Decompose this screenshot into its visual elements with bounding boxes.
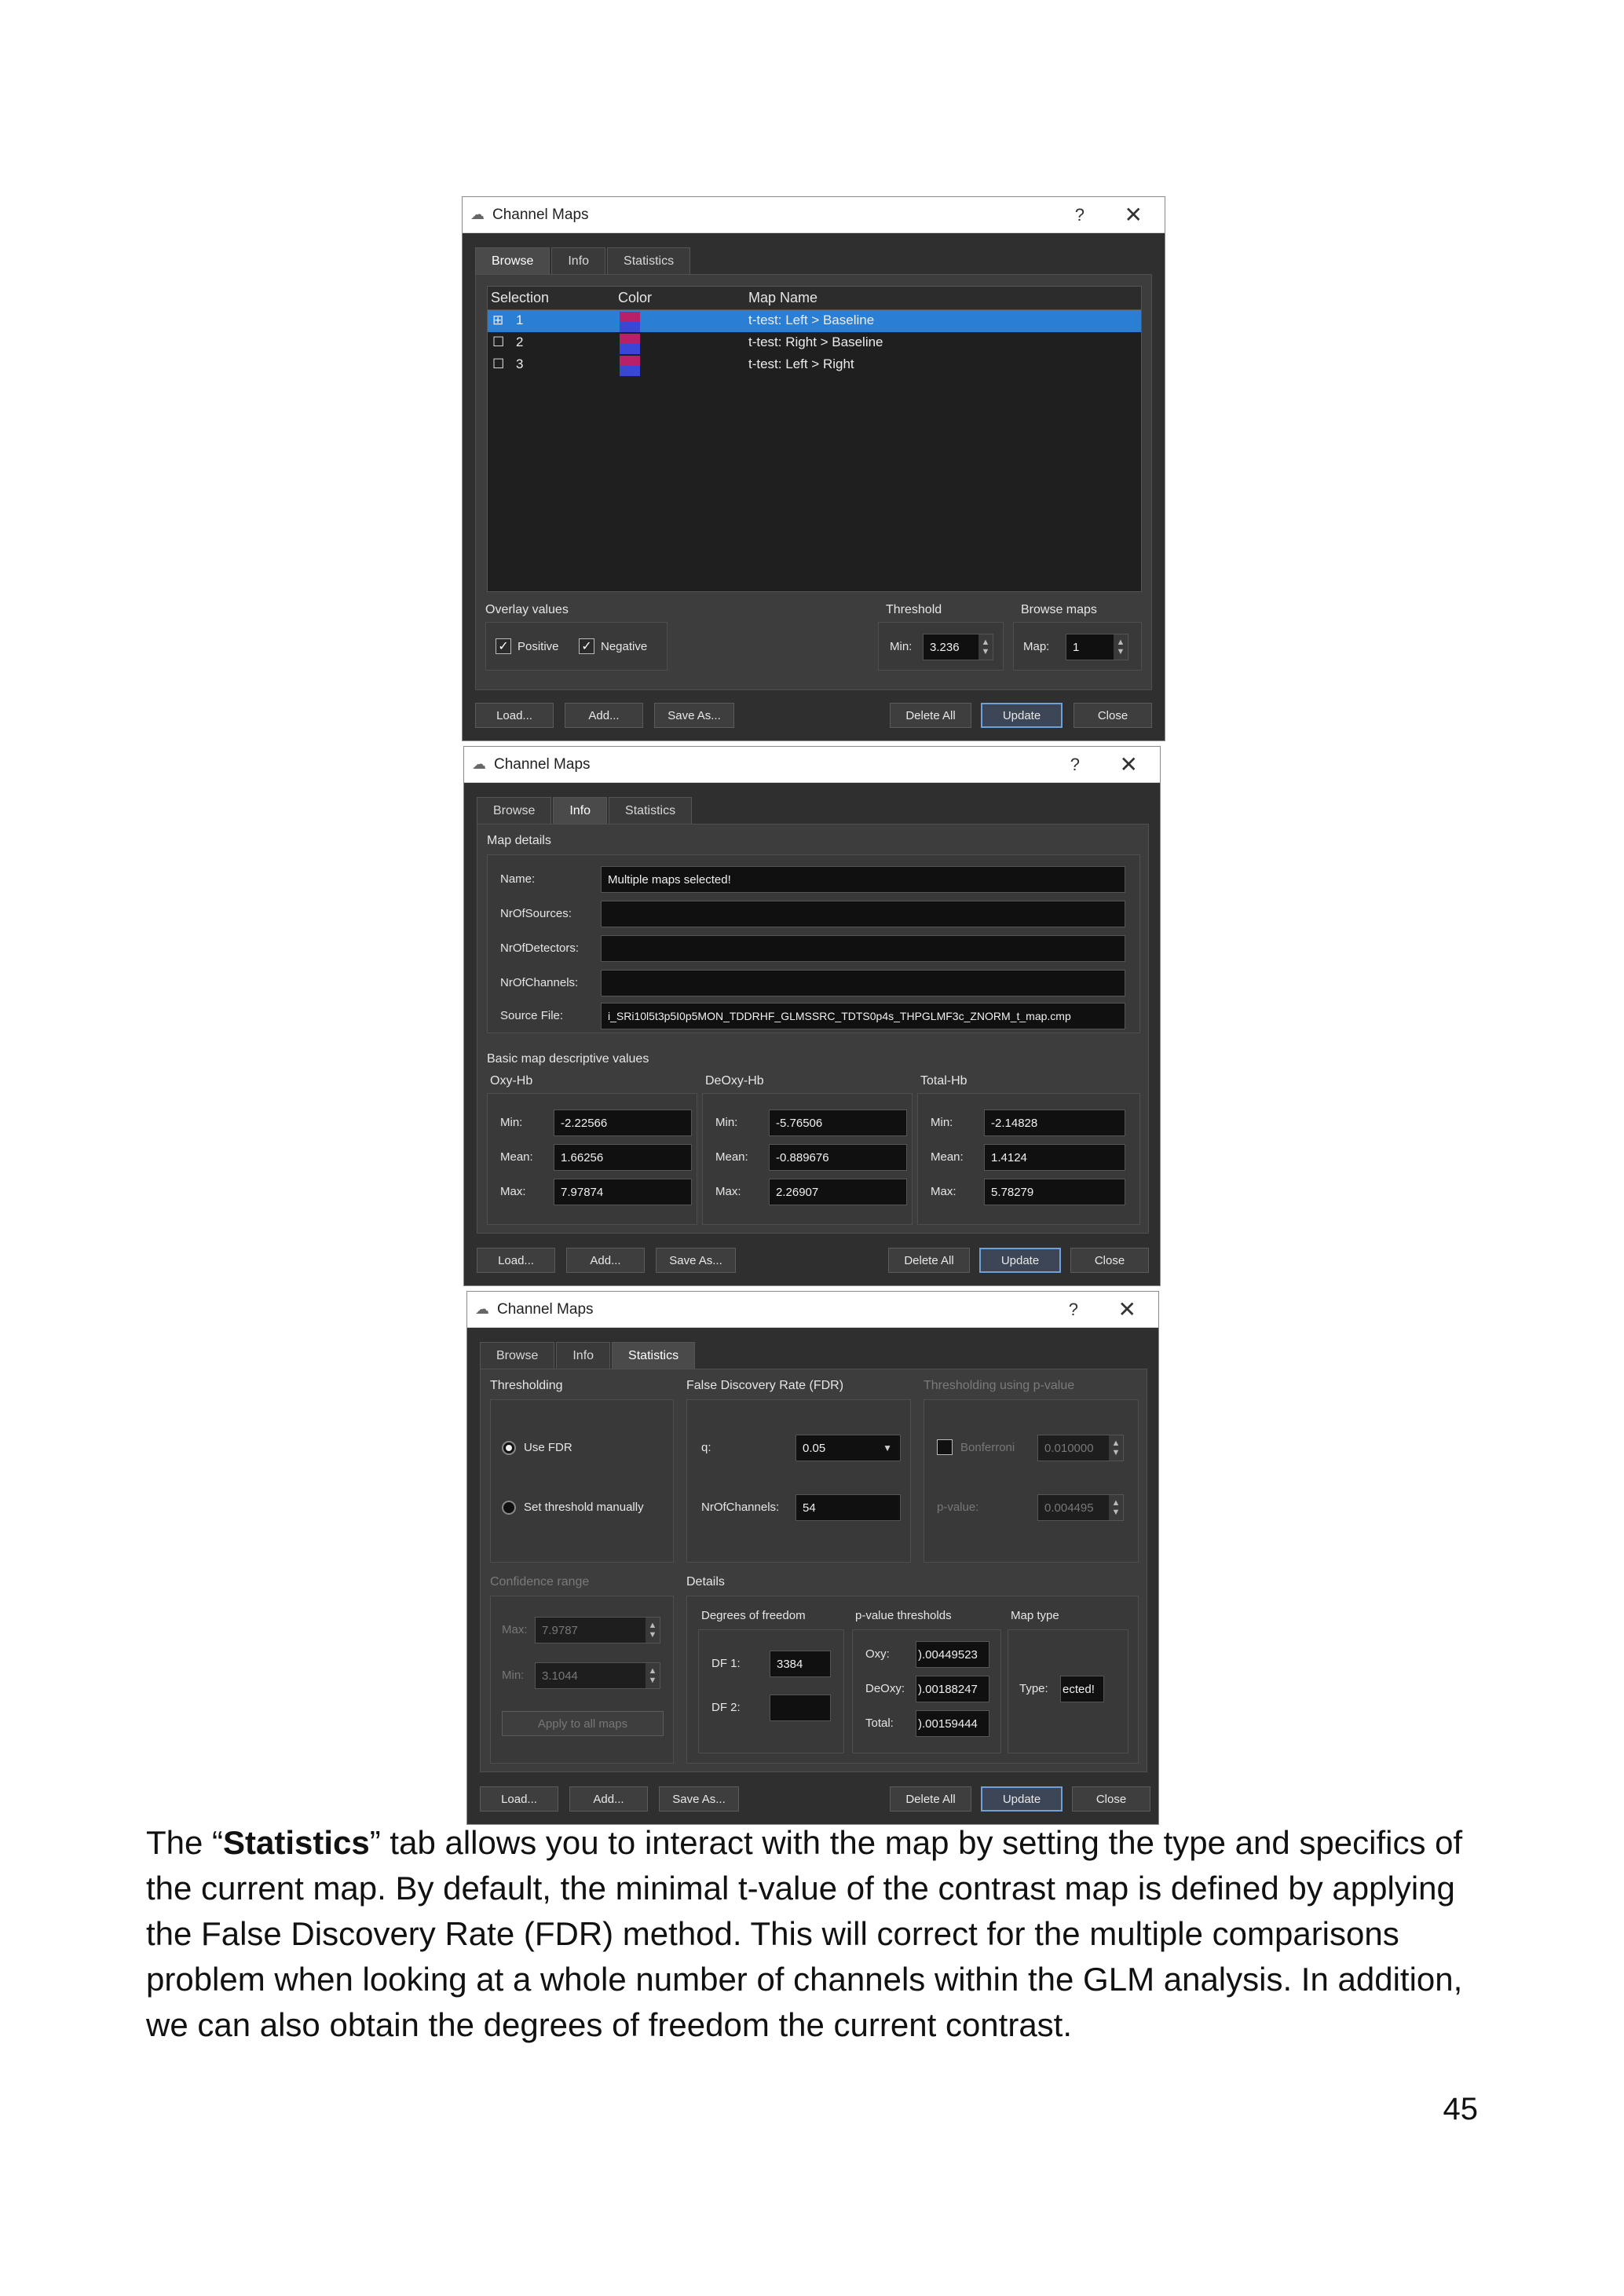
channel-maps-window-statistics bbox=[466, 1291, 1159, 1825]
tab-statistics[interactable]: Statistics bbox=[612, 1342, 695, 1369]
df2-field[interactable] bbox=[770, 1695, 831, 1721]
threshold-min-input[interactable]: 3.236 ▲ ▼ bbox=[923, 634, 993, 660]
map-details-group bbox=[487, 854, 1140, 1033]
name-label: Name: bbox=[500, 872, 536, 886]
add-button[interactable]: Add... bbox=[565, 703, 643, 728]
pvalue-threshold-title: Thresholding using p-value bbox=[924, 1379, 1075, 1392]
col-selection: Selection bbox=[491, 290, 550, 305]
conf-min-input[interactable]: 3.1044 ▲ ▼ bbox=[535, 1662, 660, 1689]
df1-field[interactable]: 3384 bbox=[770, 1651, 831, 1677]
list-header bbox=[488, 287, 1141, 310]
statistics-panel bbox=[480, 1369, 1147, 1772]
statistics-emphasis: Statistics bbox=[223, 1824, 370, 1861]
add-button[interactable]: Add... bbox=[569, 1786, 648, 1812]
basic-values-title: Basic map descriptive values bbox=[487, 1052, 649, 1066]
app-icon: ☁ bbox=[475, 1301, 489, 1317]
close-button[interactable]: Close bbox=[1070, 1248, 1149, 1273]
total-hb-title: Total-Hb bbox=[920, 1074, 967, 1088]
min-label: Min: bbox=[890, 640, 913, 653]
dof-title: Degrees of freedom bbox=[701, 1609, 806, 1622]
save-as-button[interactable]: Save As... bbox=[654, 703, 734, 728]
browse-maps-title: Browse maps bbox=[1021, 603, 1097, 616]
q-label: q: bbox=[701, 1441, 711, 1454]
tab-info[interactable]: Info bbox=[551, 247, 605, 274]
spin-arrows-icon[interactable]: ▲ ▼ bbox=[646, 1663, 660, 1688]
tab-browse[interactable]: Browse bbox=[477, 797, 551, 824]
list-item[interactable]: ⊞ 1 t-test: Left > Baseline bbox=[488, 310, 1141, 332]
checkbox-icon[interactable]: ☐ bbox=[492, 356, 505, 371]
deoxy-hb-group bbox=[702, 1093, 913, 1225]
update-button[interactable]: Update bbox=[981, 1786, 1063, 1812]
min-label: Min: bbox=[500, 1116, 523, 1129]
type-field[interactable]: ected! bbox=[1060, 1676, 1104, 1702]
total-mean-field[interactable]: 1.4124 bbox=[984, 1144, 1125, 1171]
positive-checkbox[interactable]: ✓ bbox=[496, 638, 511, 654]
deoxy-min-field[interactable]: -5.76506 bbox=[769, 1110, 907, 1136]
map-details-title: Map details bbox=[487, 834, 551, 847]
source-file-field[interactable]: i_SRi10l5t3p5I0p5MON_TDDRHF_GLMSSRC_TDTS0p4s_THPGLMF3c_ZNORM_t_map.cmp bbox=[601, 1003, 1125, 1029]
df1-label: DF 1: bbox=[711, 1657, 741, 1670]
details-group bbox=[686, 1596, 1139, 1764]
spin-arrows-icon[interactable]: ▲ ▼ bbox=[1114, 634, 1128, 660]
negative-checkbox[interactable]: ✓ bbox=[579, 638, 594, 654]
deoxy-max-field[interactable]: 2.26907 bbox=[769, 1179, 907, 1205]
col-map-name: Map Name bbox=[748, 290, 818, 305]
deoxy-label: DeOxy: bbox=[865, 1682, 905, 1695]
tab-browse[interactable]: Browse bbox=[480, 1342, 554, 1369]
total-label: Total: bbox=[865, 1717, 894, 1730]
pvalue-thresholds-title: p-value thresholds bbox=[855, 1609, 952, 1622]
oxy-label: Oxy: bbox=[865, 1647, 890, 1661]
color-swatch bbox=[620, 356, 640, 376]
mean-label: Mean: bbox=[500, 1150, 533, 1164]
thresholding-group bbox=[490, 1399, 674, 1563]
pvalue-thresholds-group bbox=[852, 1629, 1001, 1753]
map-list[interactable] bbox=[487, 286, 1142, 592]
deoxy-threshold-field[interactable]: ).00188247 bbox=[916, 1676, 989, 1702]
add-button[interactable]: Add... bbox=[566, 1248, 645, 1273]
color-swatch bbox=[620, 312, 640, 332]
window-title: Channel Maps bbox=[492, 206, 589, 223]
page-number: 45 bbox=[1443, 2092, 1478, 2126]
bonferroni-checkbox[interactable] bbox=[937, 1439, 953, 1455]
mean-label: Mean: bbox=[715, 1150, 748, 1164]
map-index-input[interactable]: 1 ▲ ▼ bbox=[1066, 634, 1128, 660]
save-as-button[interactable]: Save As... bbox=[656, 1248, 736, 1273]
deoxy-hb-title: DeOxy-Hb bbox=[705, 1074, 764, 1088]
close-icon[interactable]: ✕ bbox=[1119, 752, 1138, 777]
map-label: Map: bbox=[1023, 640, 1050, 653]
use-fdr-radio[interactable] bbox=[502, 1441, 516, 1455]
tab-info[interactable]: Info bbox=[556, 1342, 610, 1369]
app-icon: ☁ bbox=[470, 207, 485, 222]
help-icon[interactable]: ? bbox=[1074, 204, 1084, 225]
spin-arrows-icon[interactable]: ▲ ▼ bbox=[1109, 1435, 1123, 1461]
tab-info[interactable]: Info bbox=[553, 797, 607, 824]
use-fdr-label: Use FDR bbox=[524, 1441, 572, 1454]
info-panel bbox=[477, 824, 1149, 1234]
max-label: Max: bbox=[500, 1185, 526, 1198]
fdr-title: False Discovery Rate (FDR) bbox=[686, 1379, 844, 1392]
type-label: Type: bbox=[1019, 1682, 1048, 1695]
spin-arrows-icon[interactable]: ▲ ▼ bbox=[1109, 1495, 1123, 1520]
map-type-group bbox=[1008, 1629, 1128, 1753]
save-as-button[interactable]: Save As... bbox=[659, 1786, 739, 1812]
channel-maps-window-browse bbox=[462, 196, 1165, 741]
tab-statistics[interactable]: Statistics bbox=[609, 797, 692, 824]
conf-max-input[interactable]: 7.9787 ▲ ▼ bbox=[535, 1617, 660, 1643]
nr-sources-field[interactable] bbox=[601, 901, 1125, 927]
browse-maps-group bbox=[1013, 622, 1142, 671]
overlay-values-group bbox=[485, 622, 668, 671]
delete-all-button[interactable]: Delete All bbox=[888, 1248, 970, 1273]
mean-label: Mean: bbox=[931, 1150, 964, 1164]
nr-sources-label: NrOfSources: bbox=[500, 907, 572, 920]
window-title: Channel Maps bbox=[497, 1300, 594, 1318]
load-button[interactable]: Load... bbox=[477, 1248, 555, 1273]
total-min-field[interactable]: -2.14828 bbox=[984, 1110, 1125, 1136]
positive-label: Positive bbox=[518, 640, 559, 653]
nr-channels-input[interactable]: 54 bbox=[796, 1494, 901, 1521]
total-max-field[interactable]: 5.78279 bbox=[984, 1179, 1125, 1205]
oxy-threshold-field[interactable]: ).00449523 bbox=[916, 1641, 989, 1668]
conf-min-label: Min: bbox=[502, 1669, 525, 1682]
oxy-mean-field[interactable]: 1.66256 bbox=[554, 1144, 692, 1171]
title-bar bbox=[464, 747, 1160, 783]
load-button[interactable]: Load... bbox=[480, 1786, 558, 1812]
threshold-title: Threshold bbox=[886, 603, 942, 616]
oxy-hb-group bbox=[487, 1093, 697, 1225]
title-bar bbox=[463, 197, 1165, 233]
body-paragraph: The “Statistics” tab allows you to interact with the map by setting the type and specifics of the current map. By default, the minimal t-value of the contrast map is defined by applying the False Discovery Rate (FDR) method. This will correct for the multiple comparisons problem when looking at a whole number of channels within the GLM analysis. In addition, we can also obtain the degrees of freedom the current contrast. bbox=[146, 1824, 1463, 2043]
conf-max-label: Max: bbox=[502, 1623, 528, 1636]
fdr-group bbox=[686, 1399, 911, 1563]
set-threshold-radio[interactable] bbox=[502, 1501, 516, 1515]
expand-icon[interactable]: ⊞ bbox=[492, 313, 504, 327]
map-type-title: Map type bbox=[1011, 1609, 1059, 1622]
set-threshold-label: Set threshold manually bbox=[524, 1501, 644, 1514]
window-title: Channel Maps bbox=[494, 755, 591, 773]
confidence-range-group bbox=[490, 1596, 674, 1764]
close-button[interactable]: Close bbox=[1072, 1786, 1150, 1812]
title-bar bbox=[467, 1292, 1158, 1328]
chevron-down-icon: ▼ bbox=[883, 1442, 892, 1453]
tab-bar bbox=[475, 247, 692, 274]
apply-to-all-maps-button[interactable]: Apply to all maps bbox=[502, 1711, 664, 1736]
nr-detectors-label: NrOfDetectors: bbox=[500, 941, 580, 955]
delete-all-button[interactable]: Delete All bbox=[890, 703, 971, 728]
min-label: Min: bbox=[931, 1116, 953, 1129]
color-swatch bbox=[620, 334, 640, 354]
nr-channels-field[interactable] bbox=[601, 970, 1125, 996]
list-item[interactable]: ☐ 2 t-test: Right > Baseline bbox=[488, 332, 1141, 354]
pvalue-label: p-value: bbox=[937, 1501, 979, 1514]
total-hb-group bbox=[917, 1093, 1140, 1225]
nr-detectors-field[interactable] bbox=[601, 935, 1125, 962]
spin-arrows-icon[interactable]: ▲ ▼ bbox=[646, 1618, 660, 1643]
name-field[interactable]: Multiple maps selected! bbox=[601, 866, 1125, 893]
details-title: Details bbox=[686, 1575, 725, 1589]
tab-bar bbox=[480, 1342, 697, 1369]
tab-statistics[interactable]: Statistics bbox=[607, 247, 690, 274]
dof-group bbox=[698, 1629, 844, 1753]
checkbox-icon[interactable]: ☐ bbox=[492, 335, 505, 349]
oxy-min-field[interactable]: -2.22566 bbox=[554, 1110, 692, 1136]
overlay-values-title: Overlay values bbox=[485, 603, 569, 616]
total-threshold-field[interactable]: ).00159444 bbox=[916, 1710, 989, 1737]
max-label: Max: bbox=[931, 1185, 956, 1198]
nr-channels-label: NrOfChannels: bbox=[701, 1501, 780, 1514]
source-file-label: Source File: bbox=[500, 1009, 564, 1022]
close-button[interactable]: Close bbox=[1074, 703, 1152, 728]
update-button[interactable]: Update bbox=[979, 1248, 1061, 1273]
col-color: Color bbox=[618, 290, 653, 305]
delete-all-button[interactable]: Delete All bbox=[890, 1786, 971, 1812]
confidence-range-title: Confidence range bbox=[490, 1575, 590, 1589]
close-icon[interactable]: ✕ bbox=[1117, 1297, 1136, 1322]
q-select[interactable]: 0.05 ▼ bbox=[796, 1435, 901, 1461]
list-item[interactable]: ☐ 3 t-test: Left > Right bbox=[488, 354, 1141, 376]
update-button[interactable]: Update bbox=[981, 703, 1063, 728]
load-button[interactable]: Load... bbox=[475, 703, 554, 728]
df2-label: DF 2: bbox=[711, 1701, 741, 1714]
app-icon: ☁ bbox=[472, 756, 486, 772]
oxy-max-field[interactable]: 7.97874 bbox=[554, 1179, 692, 1205]
pvalue-threshold-group bbox=[924, 1399, 1139, 1563]
browse-panel bbox=[475, 274, 1152, 690]
max-label: Max: bbox=[715, 1185, 741, 1198]
spin-arrows-icon[interactable]: ▲ ▼ bbox=[978, 634, 993, 660]
tab-browse[interactable]: Browse bbox=[475, 247, 550, 274]
negative-label: Negative bbox=[601, 640, 648, 653]
close-icon[interactable]: ✕ bbox=[1124, 203, 1143, 227]
oxy-hb-title: Oxy-Hb bbox=[490, 1074, 533, 1088]
bonferroni-label: Bonferroni bbox=[960, 1441, 1015, 1454]
channel-maps-window-info bbox=[463, 746, 1161, 1286]
tab-bar bbox=[477, 797, 693, 824]
bonferroni-input[interactable]: 0.010000 ▲ ▼ bbox=[1037, 1435, 1124, 1461]
pvalue-input[interactable]: 0.004495 ▲ ▼ bbox=[1037, 1494, 1124, 1521]
min-label: Min: bbox=[715, 1116, 738, 1129]
threshold-group bbox=[878, 622, 1004, 671]
nr-channels-label: NrOfChannels: bbox=[500, 976, 579, 989]
deoxy-mean-field[interactable]: -0.889676 bbox=[769, 1144, 907, 1171]
help-icon[interactable]: ? bbox=[1070, 754, 1080, 774]
thresholding-title: Thresholding bbox=[490, 1379, 563, 1392]
help-icon[interactable]: ? bbox=[1068, 1299, 1078, 1319]
